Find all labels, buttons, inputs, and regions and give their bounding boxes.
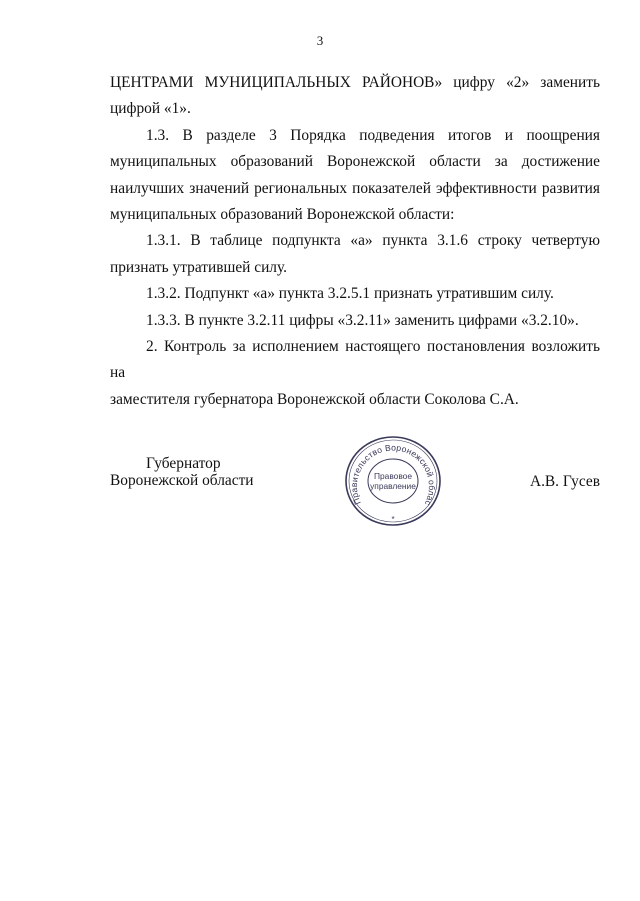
seal-center-line1: Правовое bbox=[373, 471, 413, 481]
paragraph-line: наилучших значений региональных показателей эффективности развития bbox=[110, 179, 600, 197]
paragraph-line: 1.3.1. В таблице подпункта «а» пункта 3.1.6 строку четвертую bbox=[146, 232, 600, 250]
paragraph-line: ЦЕНТРАМИ МУНИЦИПАЛЬНЫХ РАЙОНОВ» цифру «2» заменить bbox=[110, 74, 600, 91]
paragraph-line: муниципальных образований Воронежской области за достижение bbox=[110, 153, 600, 171]
page-number: 3 bbox=[316, 33, 324, 48]
paragraph-line: цифрой «1». bbox=[110, 100, 191, 118]
seal-center-line2: управление bbox=[370, 481, 416, 491]
seal-star: * bbox=[391, 515, 395, 524]
paragraph-line: 1.3. В разделе 3 Порядка подведения итогов и поощрения bbox=[146, 126, 600, 144]
paragraph-line: муниципальных образований Воронежской области: bbox=[110, 206, 455, 224]
official-seal bbox=[341, 433, 445, 529]
signatory-name: А.В. Гусев bbox=[529, 473, 600, 490]
paragraph-line: заместителя губернатора Воронежской области Соколова С.А. bbox=[110, 390, 519, 408]
seal-graphic bbox=[341, 433, 445, 529]
signatory-title-line1: Губернатор bbox=[146, 455, 221, 472]
paragraph-line: признать утратившей силу. bbox=[110, 258, 287, 276]
paragraph-line: 1.3.2. Подпункт «а» пункта 3.2.5.1 признать утратившим силу. bbox=[146, 285, 554, 303]
signatory-title bbox=[110, 455, 270, 489]
paragraph-line: 2. Контроль за исполнением настоящего постановления возложить на bbox=[110, 338, 600, 382]
seal-ring-text: Правительство Воронежской облас bbox=[348, 442, 438, 508]
document-body bbox=[110, 70, 600, 413]
signatory-title-line2: Воронежской области bbox=[110, 472, 254, 489]
paragraph-line: 1.3.3. В пункте 3.2.11 цифры «3.2.11» заменить цифрами «3.2.10». bbox=[146, 311, 579, 329]
